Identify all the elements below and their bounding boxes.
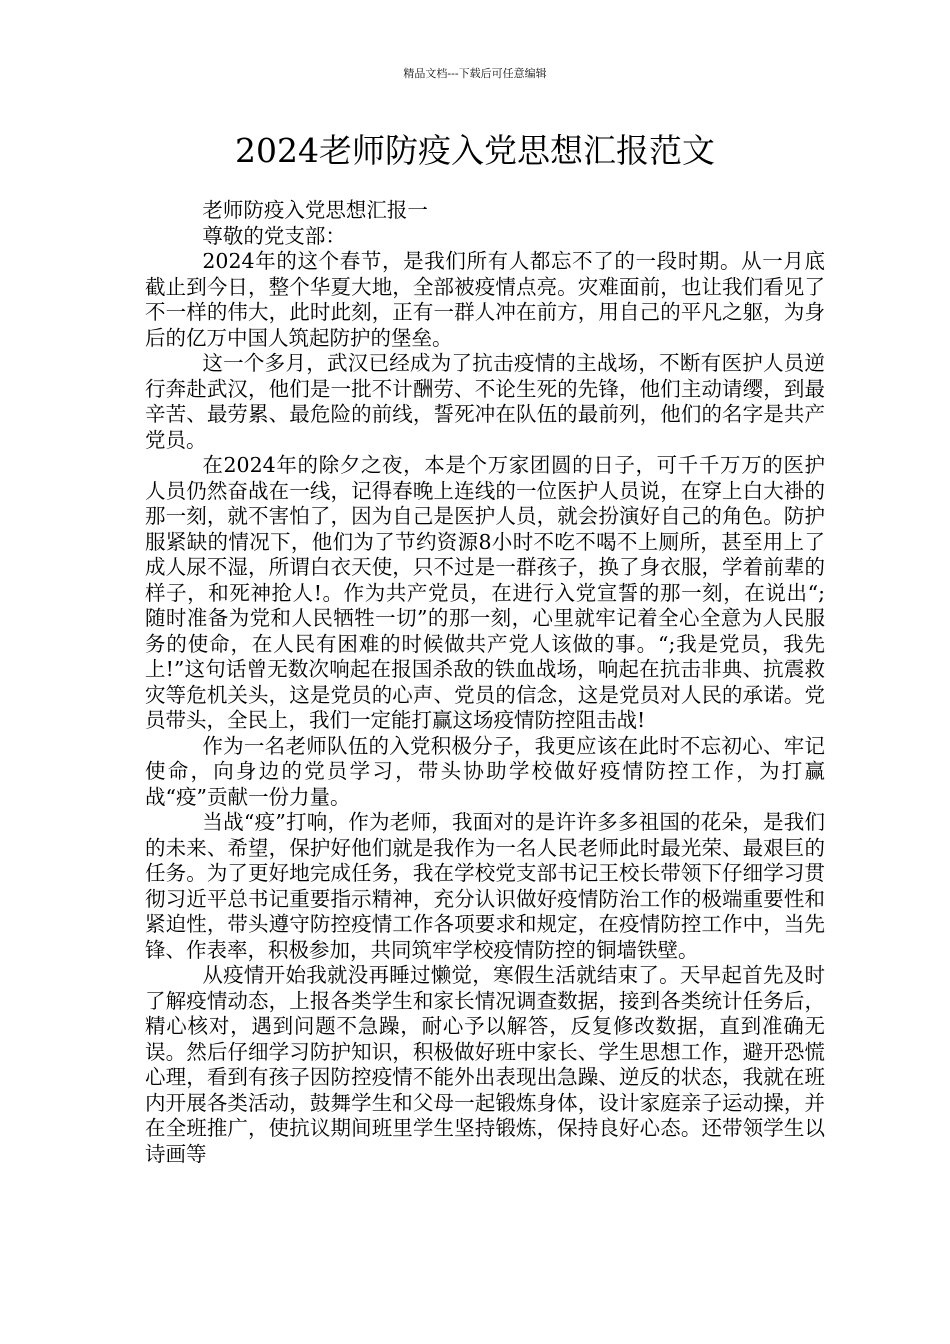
paragraph: 作为一名老师队伍的入党积极分子，我更应该在此时不忘初心、牢记使命，向身边的党员学习，带头协助学校做好疫情防控工作，为打赢战“疫”贡献一份力量。	[145, 733, 825, 809]
paragraph: 从疫情开始我就没再睡过懒觉，寒假生活就结束了。天早起首先及时了解疫情动态，上报各类学生和家长情况调查数据，接到各类统计任务后，精心核对，遇到问题不急躁，耐心予以解答，反复修改数据，直到准确无误。然后仔细学习防护知识，积极做好班中家长、学生思想工作，避开恐慌心理，看到有孩子因防控疫情不能外出表现出急躁、逆反的状态，我就在班内开展各类活动，鼓舞学生和父母一起锻炼身体，设计家庭亲子运动操，并在全班推广，使抗议期间班里学生坚持锻炼，保持良好心态。还带领学生以诗画等	[145, 963, 825, 1166]
paragraph: 当战“疫”打响，作为老师，我面对的是许许多多祖国的花朵，是我们的未来、希望，保护好他们就是我作为一名人民老师此时最光荣、最艰巨的任务。为了更好地完成任务，我在学校党支部书记王校长带领下仔细学习贯彻习近平总书记重要指示精神，充分认识做好疫情防治工作的极端重要性和紧迫性，带头遵守防控疫情工作各项要求和规定，在疫情防控工作中，当先锋、作表率，积极参加，共同筑牢学校疫情防控的铜墙铁壁。	[145, 810, 825, 962]
document-title: 2024老师防疫入党思想汇报范文	[235, 131, 715, 170]
paragraph: 在2024年的除夕之夜，本是个万家团圆的日子，可千千万万的医护人员仍然奋战在一线，记得春晚上连线的一位医护人员说，在穿上白大褂的那一刻，就不害怕了，因为自己是医护人员，就会扮演好自己的角色。防护服紧缺的情况下，他们为了节约资源8小时不吃不喝不上厕所，甚至用上了成人尿不湿，所谓白衣天使，只不过是一群孩子，换了身衣服，学着前辈的样子，和死神抢人!。作为共产党员，在进行入党宣誓的那一刻，在说出“;随时准备为党和人民牺牲一切”的那一刻，心里就牢记着全心全意为人民服务的使命，在人民有困难的时候做共产党人该做的事。“;我是党员，我先上!”这句话曾无数次响起在报国杀敌的铁血战场，响起在抗击非典、抗震救灾等危机关头，这是党员的心声、党员的信念，这是党员对人民的承诺。党员带头，全民上，我们一定能打赢这场疫情防控阻击战!	[145, 453, 825, 732]
document-body	[145, 198, 825, 1167]
paragraph: 这一个多月，武汉已经成为了抗击疫情的主战场，不断有医护人员逆行奔赴武汉，他们是一批不计酬劳、不论生死的先锋，他们主动请缨，到最辛苦、最劳累、最危险的前线，誓死冲在队伍的最前列，他们的名字是共产党员。	[145, 351, 825, 452]
header-note: 精品文档---下载后可任意编辑	[403, 67, 547, 80]
salutation: 尊敬的党支部：	[202, 223, 346, 248]
section-subtitle: 老师防疫入党思想汇报一	[202, 198, 428, 222]
paragraph: 2024年的这个春节，是我们所有人都忘不了的一段时期。从一月底截止到今日，整个华夏大地，全部被疫情点亮。灾难面前，也让我们看见了不一样的伟大，此时此刻，正有一群人冲在前方，用自己的平凡之躯，为身后的亿万中国人筑起防护的堡垒。	[145, 249, 825, 350]
